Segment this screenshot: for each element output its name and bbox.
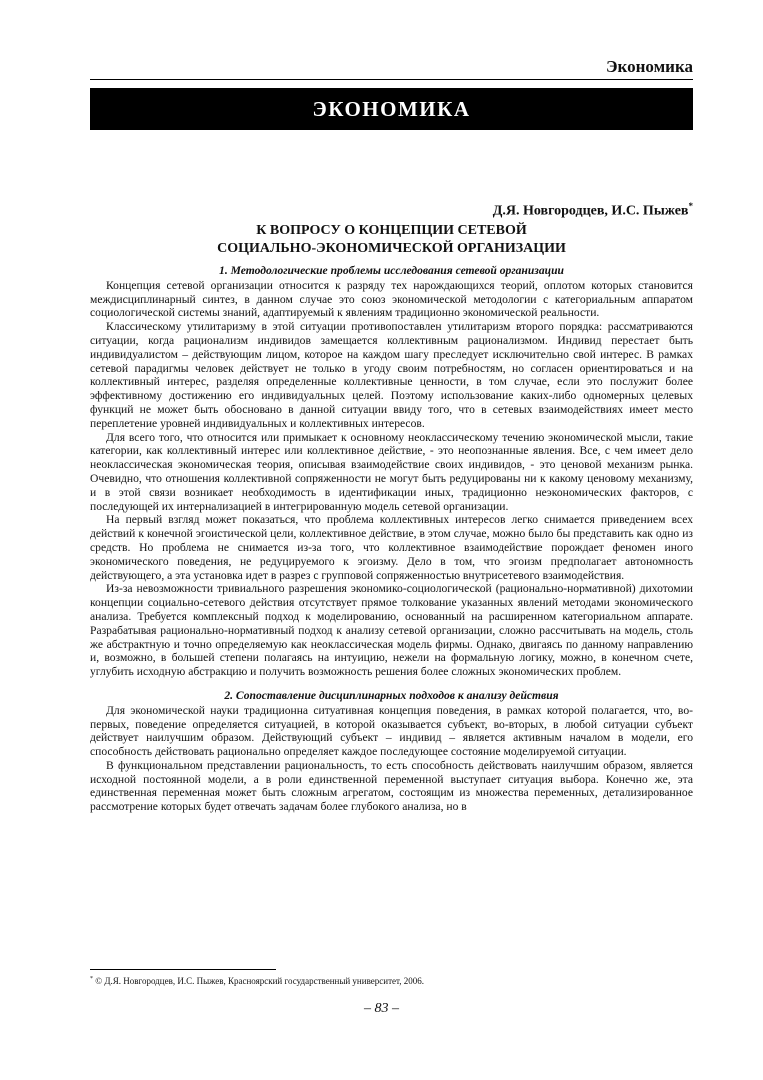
article-title-line-1: К ВОПРОСУ О КОНЦЕПЦИИ СЕТЕВОЙ [256,223,527,238]
header-divider [90,79,693,80]
article-body [90,264,693,814]
running-head: Экономика [606,57,693,76]
article-title-line-2: СОЦИАЛЬНО-ЭКОНОМИЧЕСКОЙ ОРГАНИЗАЦИИ [217,241,566,256]
footnote-mark: * [90,976,93,982]
section-banner-label: ЭКОНОМИКА [312,96,471,121]
paragraph: Из-за невозможности тривиального разрешения экономико-социологической (рационально-нормативной) дихотомии концепции социально-сетевого действия отсутствует прямое толкование указанных явлений методами экономического анализа. Требуется комплексный подход к моделированию, основанный на расширенном категориальном аппарате. Разрабатывая рационально-нормативный подход к анализу сетевой организации, сложно рассчитывать на модель, столь же абстрактную и точно определяемую как неоклассическая модель фирмы. Однако, двигаясь по данному направлению и, возможно, в большей степени полагаясь на интуицию, нежели на формальную логику, можно, в конечном счете, углубить исходную абстракцию и получить возможность решения более сложных экономических проблем. [90,582,693,679]
footnote-text: © Д.Я. Новгородцев, И.С. Пыжев, Красноярский государственный университет, 2006. [95,976,425,986]
paragraph: Классическому утилитаризму в этой ситуации противопоставлен утилитаризм второго порядка: рассматриваются ситуации, когда рационализм индивидов замещается коллективным рационализмом. Индивид перестает быть индивидуалистом – действующим лицом, которое на каждом шагу преследует исключительно свой интерес. В рамках сетевой парадигмы человек действует не только в угоду своим потребностям, но согласен ориентироваться и на коллективный интерес, разделяя определенные коллективные ценности, в том случае, если это послужит более эффективному достижению его индивидуальных целей. Поэтому использование каких-либо одномерных целевых функций не может быть обосновано в данной ситуации ввиду того, что в сетевых взаимодействиях имеет место переплетение уровней индивидуальных и коллективных интересов. [90,320,693,430]
footnote [90,976,424,986]
paragraph: На первый взгляд может показаться, что проблема коллективных интересов легко снимается приведением всех действий к конечной эгоистической цели, коллективное действие, в этом случае, можно было бы представить как одно из средств. Но проблема не снимается из-за того, что коллективное взаимодействие порождает феномен иного экономического поведения, не редуцируемого к эгоизму. Дело в том, что эгоизм предполагает автономность действующего, а эта установка идет в разрез с групповой сопряженностью внутрисетевого взаимодействия. [90,513,693,582]
footnote-divider [90,969,276,970]
section-2-heading: 2. Сопоставление дисциплинарных подходов к анализу действия [224,688,559,702]
page-number: – 83 – [364,1001,399,1016]
paragraph: Для всего того, что относится или примыкает к основному неоклассическому течению экономической мысли, такие категории, как коллективный интерес или коллективное действие, - это неопознанные явления. Все, с чем имеет дело неоклассическая экономическая теория, описывая взаимодействие своих индивидов, - это ценовой механизм рынка. Очевидно, что отношения коллективной сопряженности не могут быть редуцированы ни к какому ценовому механизму, и в этой связи возникает необходимость в идентификации иных, традиционно неэкономических факторов, с последующей их интернализацией в интегрированную модель сетевой организации. [90,430,693,513]
author-names: Д.Я. Новгородцев, И.С. Пыжев [492,203,689,219]
authors [493,201,693,220]
paragraph: В функциональном представлении рациональность, то есть способность действовать наилучшим образом, является исходной постоянной модели, а в роли единственной переменной выступает ситуация выбора. Конечно же, эта единственная переменная может быть сложным агрегатом, состоящим из множества переменных, детализированное рассмотрение которых будет отвечать задачам более глубокого анализа, но в [90,758,693,814]
article-title [90,222,693,258]
paragraph: Концепция сетевой организации относится к разряду тех нарождающихся теорий, оплотом которых становится междисциплинарный синтез, в данном случае это союз экономической методологии с категориальным аппаратом социологической системы знаний, адаптируемый к явлениям традиционно экономической реальности. [90,278,693,320]
author-footnote-mark: * [688,201,693,211]
section-banner [90,88,693,130]
paragraph: Для экономической науки традиционна ситуативная концепция поведения, в рамках которой полагается, что, во-первых, поведение определяется ситуацией, в которой оказывается субъект, во-вторых, в любой ситуации субъект действует наилучшим образом. Действующий субъект – индивид – является активным началом в модели, его способность действовать рационально определяет каждое последующее состояние моделируемой ситуации. [90,703,693,759]
section-1-heading: 1. Методологические проблемы исследования сетевой организации [219,264,564,277]
